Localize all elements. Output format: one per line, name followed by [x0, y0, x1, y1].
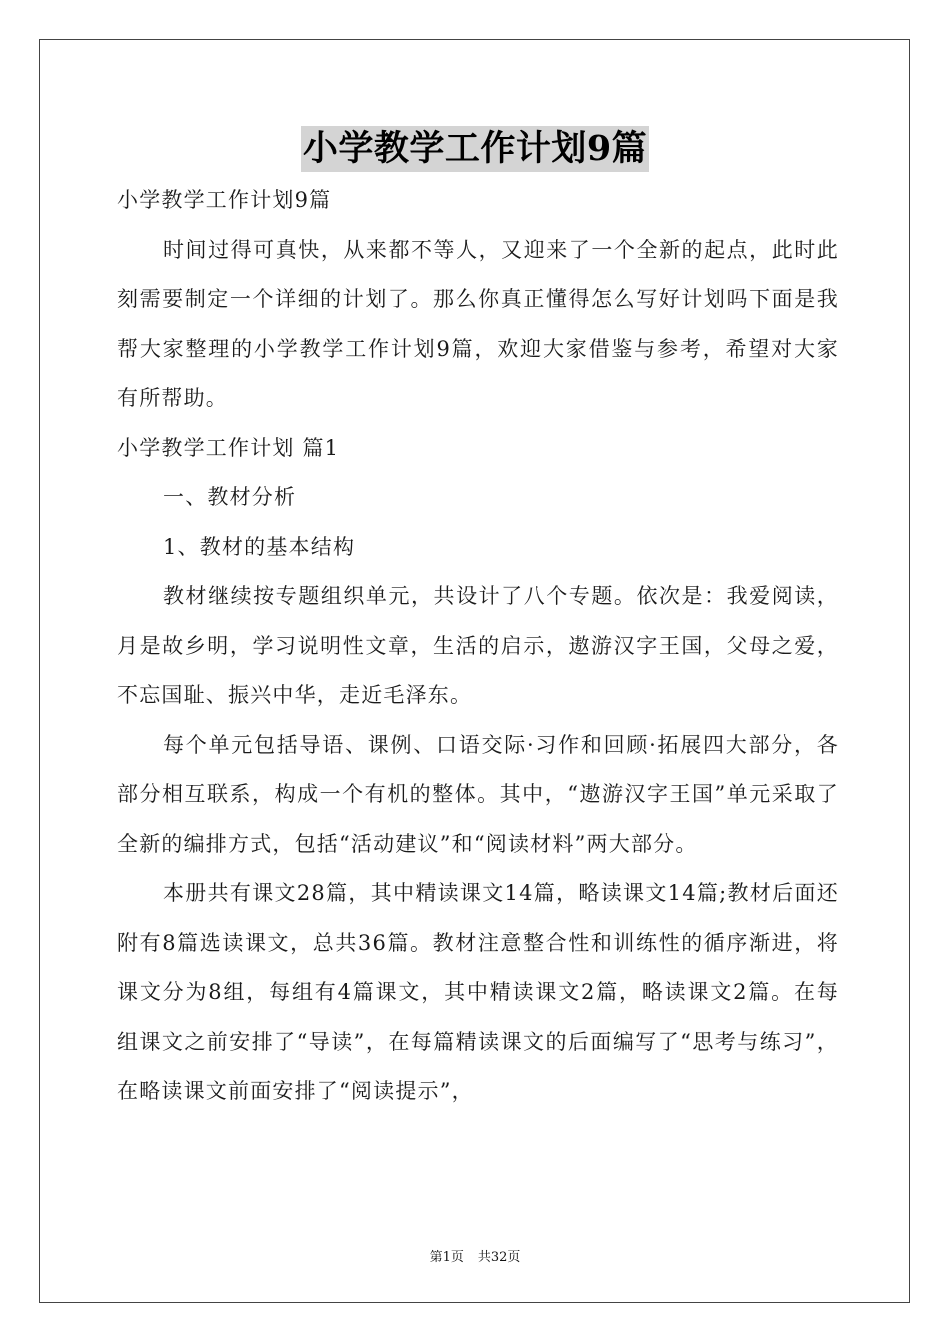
paragraph-body: 每个单元包括导语、课例、口语交际·习作和回顾·拓展四大部分，各部分相互联系，构成一个有机的整体。其中，“遨游汉字王国”单元采取了全新的编排方式，包括“活动建议”和“阅读材料”两大部分。	[117, 732, 839, 856]
paragraph-body: 教材继续按专题组织单元，共设计了八个专题。依次是：我爱阅读，月是故乡明，学习说明性文章，生活的启示，遨游汉字王国，父母之爱，不忘国耻、振兴中华，走近毛泽东。	[117, 584, 839, 707]
document-title	[0, 126, 950, 172]
section-heading: 小学教学工作计划 篇1	[117, 435, 340, 460]
subsection-heading: 一、教材分析	[163, 485, 297, 509]
paragraph-intro: 时间过得可真快，从来都不等人，又迎来了一个全新的起点，此时此刻需要制定一个详细的计划了。那么你真正懂得怎么写好计划吗下面是我帮大家整理的小学教学工作计划9篇，欢迎大家借鉴与参考，希望对大家有所帮助。	[117, 237, 839, 410]
page-footer	[0, 1246, 950, 1265]
document-body	[117, 176, 839, 1117]
subsection-heading: 1、教材的基本结构	[163, 534, 356, 559]
document-subtitle: 小学教学工作计划9篇	[117, 188, 332, 212]
paragraph-body: 本册共有课文28篇，其中精读课文14篇，略读课文14篇;教材后面还附有8篇选读课文，总共36篇。教材注意整合性和训练性的循序渐进，将课文分为8组，每组有4篇课文，其中精读课文2篇，略读课文2篇。在每组课文之前安排了“导读”，在每篇精读课文的后面编写了“思考与练习”，在略读课文前面安排了“阅读提示”，	[117, 881, 839, 1103]
page-total: 共32页	[477, 1250, 521, 1265]
page-number: 第1页	[429, 1250, 464, 1265]
document-title-text: 小学教学工作计划9篇	[301, 126, 649, 172]
